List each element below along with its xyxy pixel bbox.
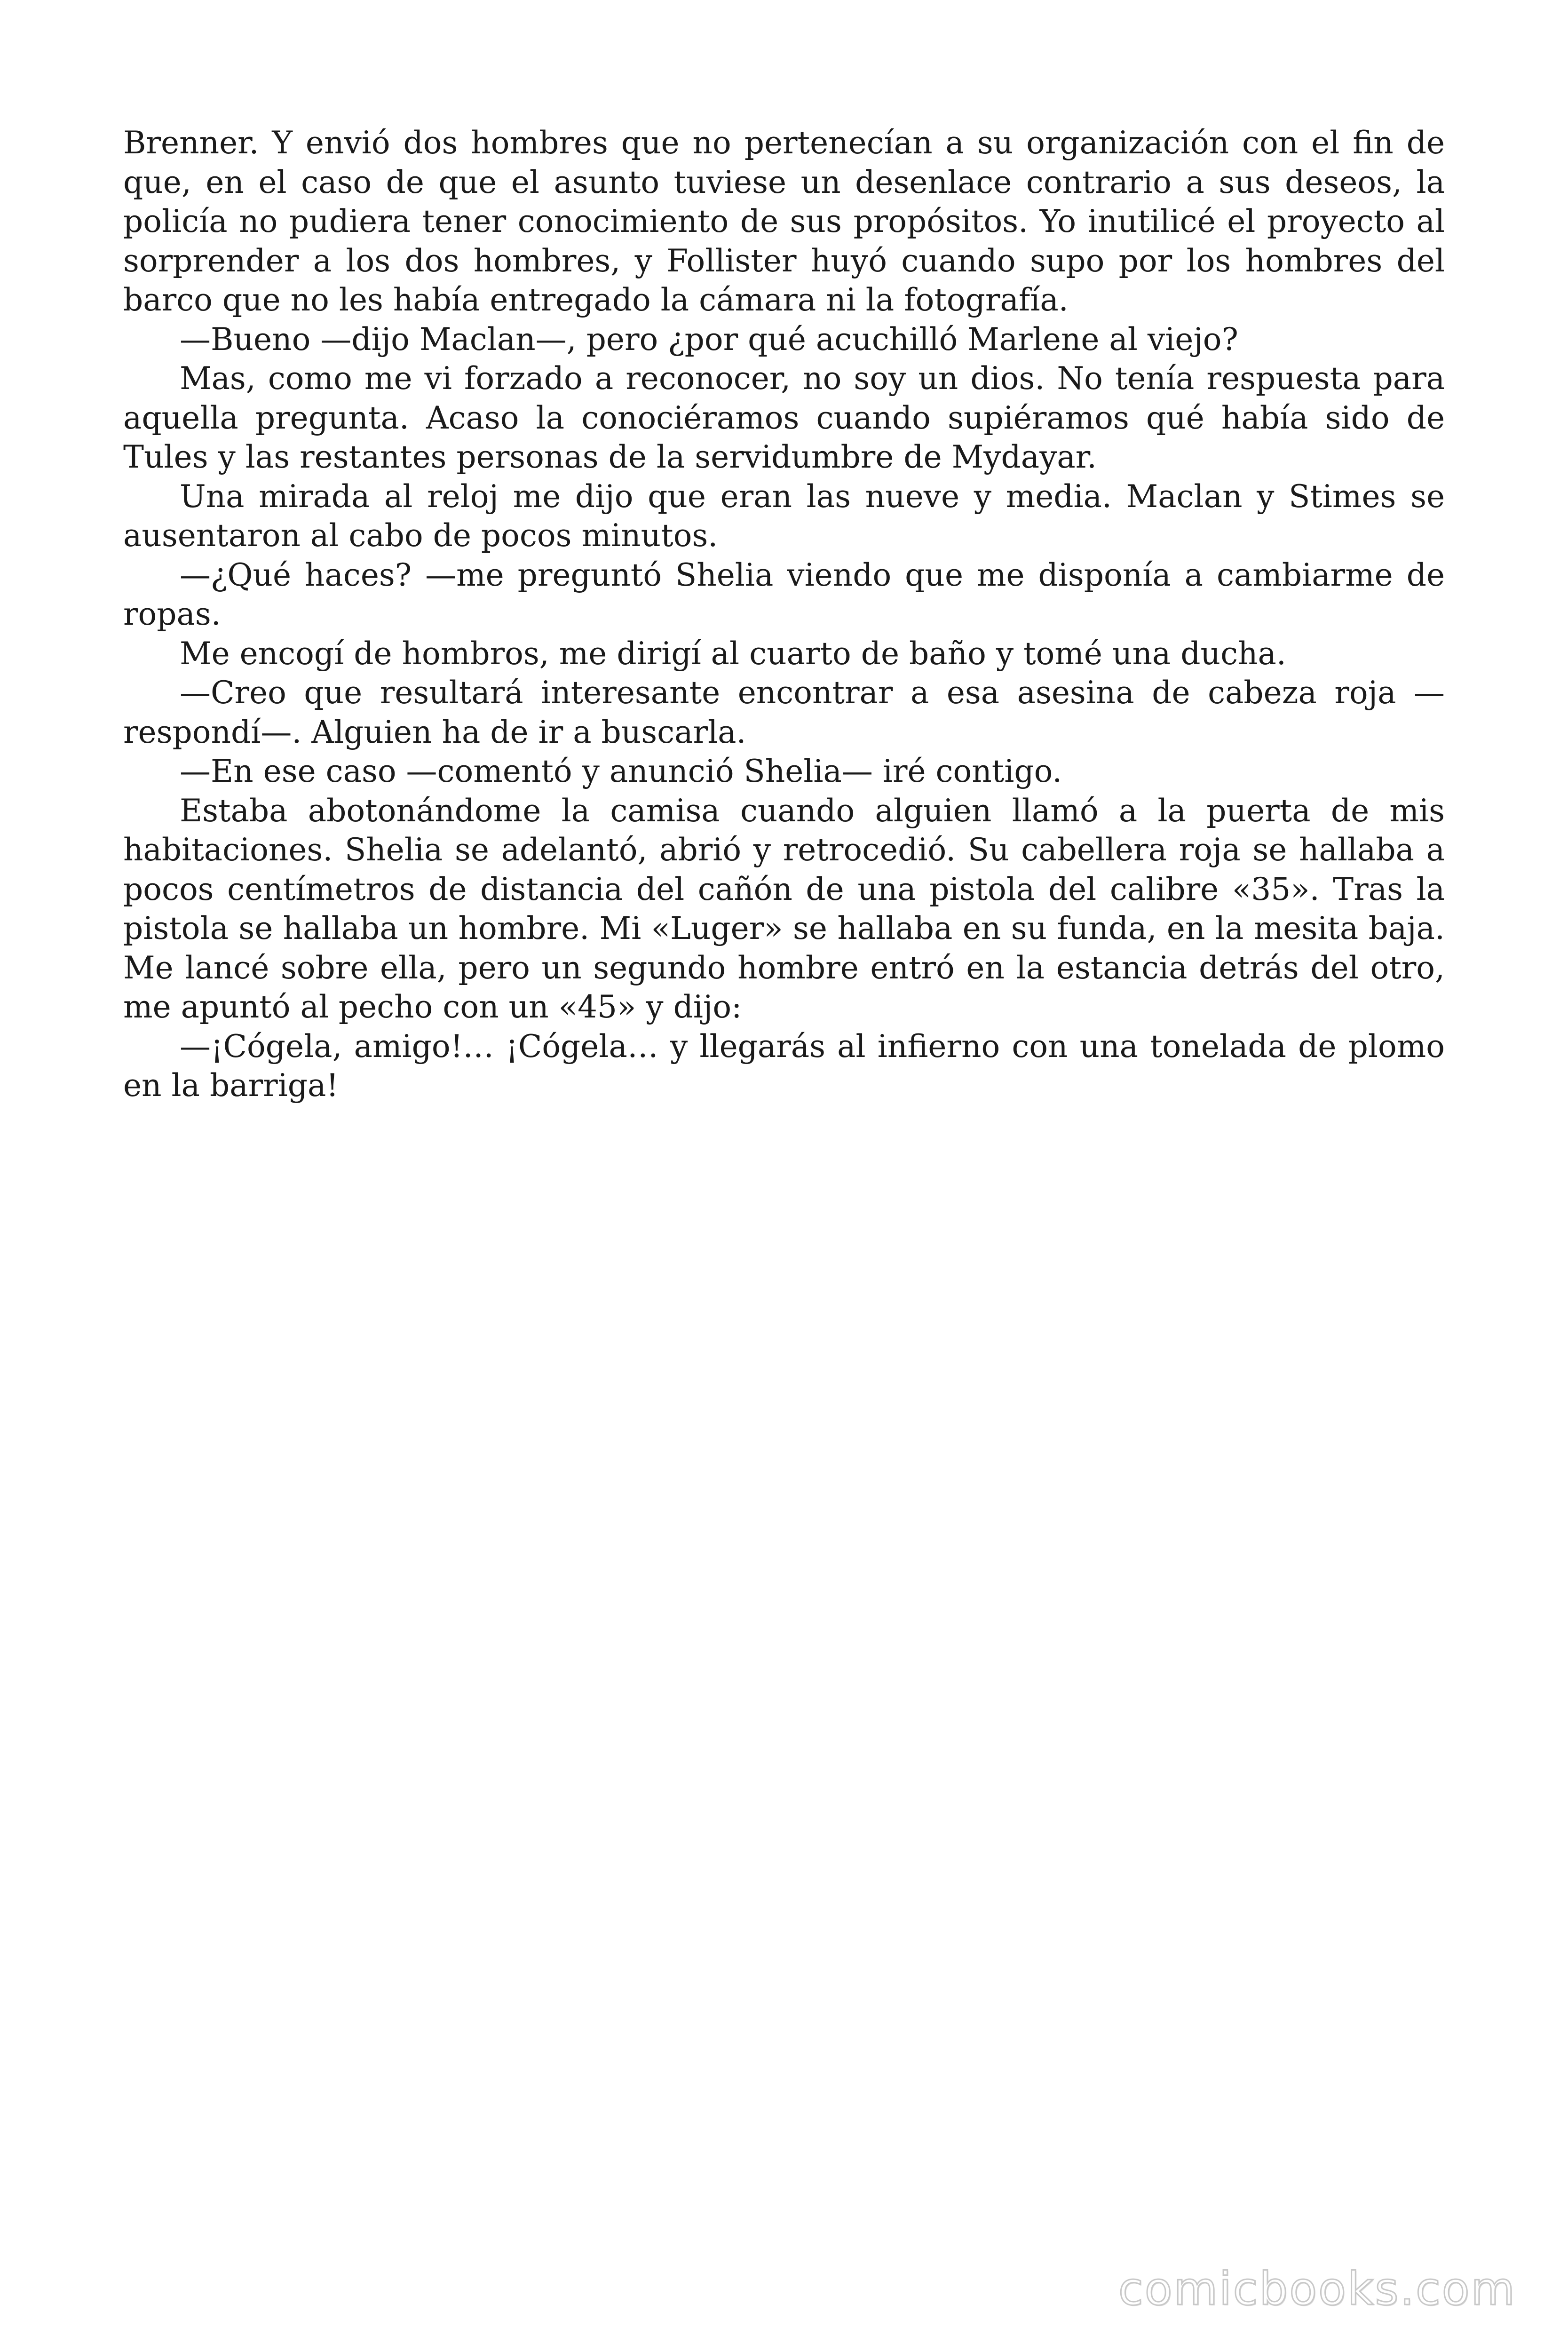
paragraph: —Creo que resultará interesante encontrar a esa asesina de cabeza roja —respondí—. Alguien ha de ir a buscarla. <box>123 675 1445 750</box>
paragraph: —¿Qué haces? —me preguntó Shelia viendo que me disponía a cambiarme de ropas. <box>123 556 1445 632</box>
watermark: comicbooks.com <box>1118 2263 1516 2315</box>
paragraph: —En ese caso —comentó y anunció Shelia— iré contigo. <box>180 753 1062 789</box>
paragraph: Estaba abotonándome la camisa cuando alguien llamó a la puerta de mis habitaciones. Shelia se adelantó, abrió y retrocedió. Su cabellera roja se hallaba a pocos centímetros de distancia del cañón de una pistola del calibre «35». Tras la pistola se hallaba un hombre. Mi «Luger» se hallaba en su funda, en la mesita baja. Me lancé sobre ella, pero un segundo hombre entró en la estancia detrás del otro, me apuntó al pecho con un «45» y dijo: <box>123 792 1445 1025</box>
paragraph: Brenner. Y envió dos hombres que no pertenecían a su organización con el fin de que, en el caso de que el asunto tuviese un desenlace contrario a sus deseos, la policía no pudiera tener conocimiento de sus propósitos. Yo inutilicé el proyecto al sorprender a los dos hombres, y Follister huyó cuando supo por los hombres del barco que no les había entregado la cámara ni la fotografía. <box>123 125 1445 318</box>
paragraph: —¡Cógela, amigo!… ¡Cógela… y llegarás al infierno con una tonelada de plomo en la barriga! <box>123 1028 1445 1104</box>
paragraph: —Bueno —dijo Maclan—, pero ¿por qué acuchilló Marlene al viejo? <box>180 321 1238 358</box>
paragraph: Una mirada al reloj me dijo que eran las nueve y media. Maclan y Stimes se ausentaron al cabo de pocos minutos. <box>123 478 1445 554</box>
page-body <box>123 123 1445 1105</box>
paragraph: Me encogí de hombros, me dirigí al cuarto de baño y tomé una ducha. <box>180 635 1286 672</box>
paragraph: Mas, como me vi forzado a reconocer, no soy un dios. No tenía respuesta para aquella pregunta. Acaso la conociéramos cuando supiéramos qué había sido de Tules y las restantes personas de la servidumbre de Mydayar. <box>123 360 1445 475</box>
